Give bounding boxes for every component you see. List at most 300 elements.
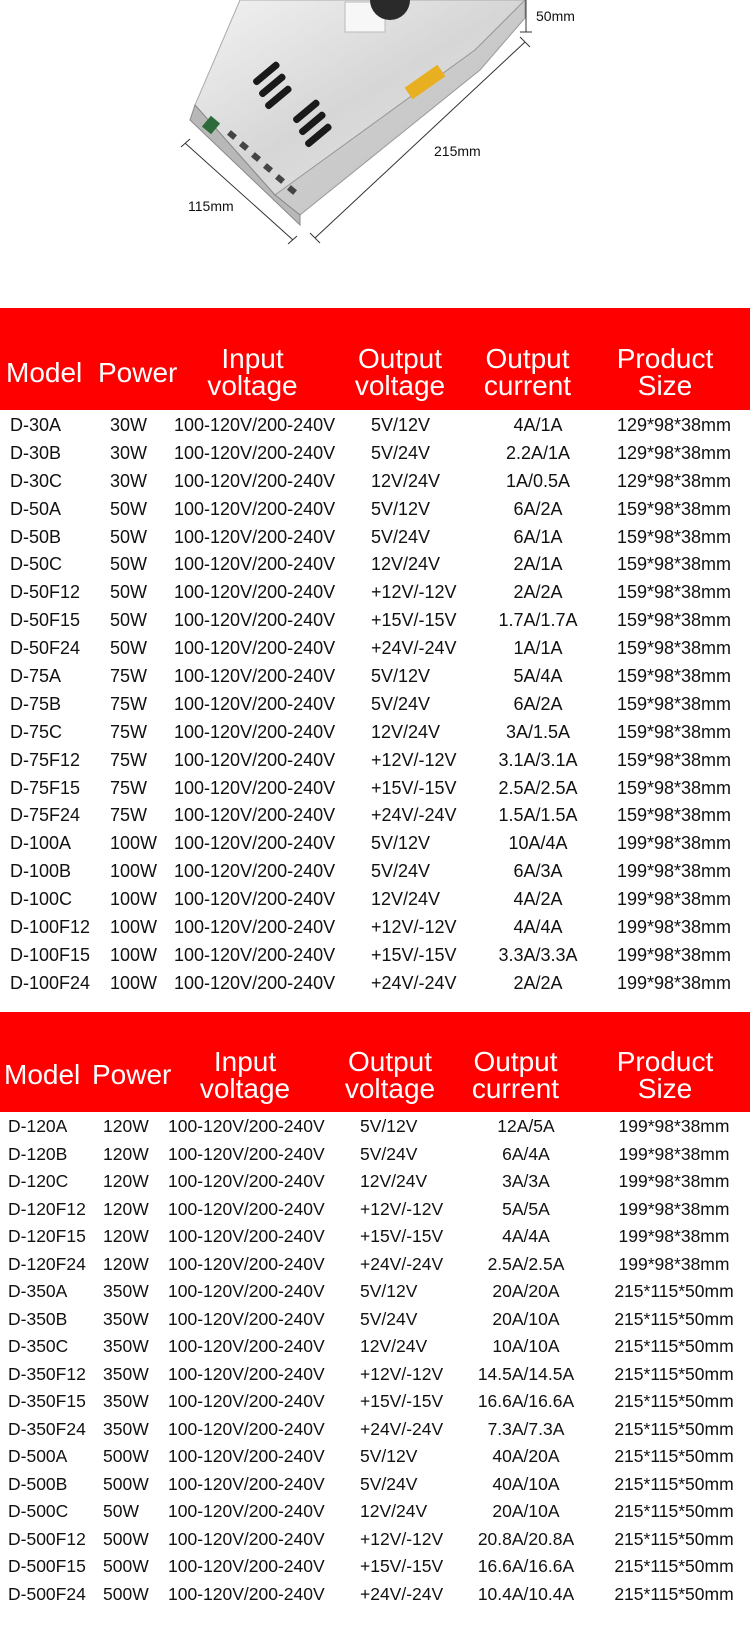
cell-output-voltage: +12V/-12V bbox=[371, 749, 457, 770]
cell-input-voltage: 100-120V/200-240V bbox=[168, 1336, 325, 1356]
cell-model: D-50C bbox=[10, 554, 63, 575]
header-size-1: Product bbox=[616, 343, 714, 374]
cell-model: D-120C bbox=[8, 1171, 69, 1191]
cell-output-current: 3A/1.5A bbox=[505, 721, 571, 742]
table-row bbox=[0, 802, 750, 830]
header-size-1: Product bbox=[616, 1046, 714, 1077]
header-model: Model bbox=[4, 1059, 81, 1090]
table-row bbox=[0, 691, 750, 719]
cell-input-voltage: 100-120V/200-240V bbox=[168, 1556, 325, 1576]
cell-input-voltage: 100-120V/200-240V bbox=[174, 442, 336, 463]
cell-output-current: 5A/4A bbox=[513, 666, 563, 687]
spec-table-1 bbox=[0, 308, 750, 998]
cell-power: 100W bbox=[110, 833, 158, 854]
cell-model: D-350F24 bbox=[8, 1418, 86, 1439]
cell-product-size: 215*115*50mm bbox=[614, 1528, 734, 1549]
cell-output-current: 3.3A/3.3A bbox=[498, 944, 578, 965]
cell-input-voltage: 100-120V/200-240V bbox=[174, 833, 336, 854]
cell-model: D-100F15 bbox=[10, 944, 91, 965]
table-row bbox=[0, 886, 750, 914]
cell-power: 500W bbox=[103, 1473, 149, 1494]
cell-product-size: 215*115*50mm bbox=[614, 1308, 734, 1329]
cell-model: D-75F15 bbox=[10, 777, 81, 798]
cell-model: D-100C bbox=[10, 889, 73, 910]
table-row bbox=[0, 1388, 750, 1416]
cell-product-size: 199*98*38mm bbox=[616, 889, 732, 910]
header-current-2: current bbox=[471, 1073, 560, 1104]
header-output-1: Output bbox=[347, 1046, 433, 1077]
cell-output-current: 12A/5A bbox=[497, 1116, 555, 1136]
cell-output-current: 16.6A/16.6A bbox=[477, 1391, 575, 1411]
table-row bbox=[0, 747, 750, 775]
cell-power: 500W bbox=[103, 1446, 149, 1466]
spec-table-2 bbox=[0, 1012, 750, 1608]
header-size-2: Size bbox=[637, 1073, 693, 1104]
cell-model: D-50F15 bbox=[10, 610, 81, 631]
cell-output-current: 2.2A/1A bbox=[505, 442, 571, 463]
cell-product-size: 129*98*38mm bbox=[616, 415, 732, 435]
cell-power: 500W bbox=[103, 1528, 149, 1549]
cell-input-voltage: 100-120V/200-240V bbox=[168, 1583, 325, 1604]
cell-input-voltage: 100-120V/200-240V bbox=[174, 498, 336, 519]
cell-output-current: 6A/3A bbox=[513, 861, 563, 882]
table-row bbox=[0, 1416, 750, 1444]
table-row bbox=[0, 1498, 750, 1526]
cell-power: 50W bbox=[110, 638, 148, 659]
cell-output-voltage: +12V/-12V bbox=[360, 1528, 444, 1549]
cell-input-voltage: 100-120V/200-240V bbox=[174, 972, 336, 993]
cell-product-size: 215*115*50mm bbox=[614, 1583, 734, 1604]
cell-output-current: 40A/10A bbox=[492, 1473, 560, 1494]
cell-product-size: 159*98*38mm bbox=[616, 777, 732, 798]
cell-input-voltage: 100-120V/200-240V bbox=[174, 666, 336, 687]
header-input-1: Input bbox=[221, 343, 284, 374]
cell-output-voltage: 12V/24V bbox=[371, 889, 441, 910]
table-row bbox=[0, 942, 750, 970]
cell-product-size: 199*98*38mm bbox=[616, 861, 732, 882]
cell-power: 75W bbox=[110, 666, 148, 687]
cell-power: 75W bbox=[110, 721, 148, 742]
cell-output-current: 4A/1A bbox=[513, 415, 563, 435]
cell-input-voltage: 100-120V/200-240V bbox=[168, 1528, 325, 1549]
cell-product-size: 215*115*50mm bbox=[614, 1473, 734, 1494]
cell-product-size: 199*98*38mm bbox=[618, 1171, 730, 1191]
cell-output-voltage: 5V/24V bbox=[371, 442, 431, 463]
cell-input-voltage: 100-120V/200-240V bbox=[168, 1473, 325, 1494]
table-row bbox=[0, 663, 750, 691]
cell-output-current: 2A/1A bbox=[513, 554, 563, 575]
cell-output-current: 1A/1A bbox=[513, 638, 563, 659]
cell-output-current: 16.6A/16.6A bbox=[477, 1556, 575, 1576]
table-row bbox=[0, 1141, 750, 1169]
cell-output-voltage: +24V/-24V bbox=[371, 805, 457, 826]
table-header bbox=[0, 1012, 750, 1112]
header-input-2: voltage bbox=[207, 370, 298, 401]
header-input-2: voltage bbox=[199, 1073, 291, 1104]
table-row bbox=[0, 1361, 750, 1389]
cell-input-voltage: 100-120V/200-240V bbox=[168, 1143, 325, 1164]
cell-power: 350W bbox=[103, 1308, 149, 1329]
cell-model: D-50F24 bbox=[10, 638, 81, 659]
cell-product-size: 199*98*38mm bbox=[618, 1116, 730, 1136]
table-row bbox=[0, 1251, 750, 1279]
cell-output-current: 6A/4A bbox=[502, 1143, 550, 1164]
cell-model: D-75C bbox=[10, 721, 63, 742]
cell-power: 120W bbox=[103, 1253, 149, 1274]
cell-power: 30W bbox=[110, 415, 148, 435]
table-body bbox=[0, 1112, 750, 1608]
cell-input-voltage: 100-120V/200-240V bbox=[168, 1501, 325, 1521]
cell-output-voltage: 5V/12V bbox=[360, 1116, 418, 1136]
cell-product-size: 159*98*38mm bbox=[616, 721, 732, 742]
table-header bbox=[0, 308, 750, 410]
header-current-1: Output bbox=[485, 343, 570, 374]
cell-model: D-350F15 bbox=[8, 1391, 86, 1411]
header-current-1: Output bbox=[473, 1046, 558, 1077]
cell-input-voltage: 100-120V/200-240V bbox=[168, 1391, 325, 1411]
cell-output-current: 2.5A/2.5A bbox=[498, 777, 578, 798]
cell-output-current: 1A/0.5A bbox=[505, 470, 571, 491]
cell-product-size: 199*98*38mm bbox=[616, 972, 732, 993]
cell-model: D-500C bbox=[8, 1501, 69, 1521]
cell-output-current: 4A/2A bbox=[513, 889, 563, 910]
cell-product-size: 199*98*38mm bbox=[618, 1226, 730, 1246]
cell-model: D-500B bbox=[8, 1473, 68, 1494]
cell-power: 50W bbox=[110, 554, 148, 575]
power-supply-illustration bbox=[0, 0, 750, 275]
cell-output-current: 20.8A/20.8A bbox=[477, 1528, 575, 1549]
cell-product-size: 159*98*38mm bbox=[616, 554, 732, 575]
cell-output-current: 14.5A/14.5A bbox=[477, 1363, 575, 1384]
table-row bbox=[0, 635, 750, 663]
cell-input-voltage: 100-120V/200-240V bbox=[168, 1198, 325, 1219]
cell-product-size: 215*115*50mm bbox=[614, 1281, 734, 1301]
cell-output-voltage: 5V/12V bbox=[371, 415, 431, 435]
cell-output-current: 10.4A/10.4A bbox=[477, 1583, 575, 1604]
cell-output-current: 5A/5A bbox=[502, 1198, 550, 1219]
cell-power: 100W bbox=[110, 889, 158, 910]
cell-model: D-50A bbox=[10, 498, 62, 519]
cell-power: 100W bbox=[110, 861, 158, 882]
cell-product-size: 159*98*38mm bbox=[616, 693, 732, 714]
table-row bbox=[0, 468, 750, 496]
cell-power: 350W bbox=[103, 1336, 149, 1356]
cell-model: D-120F12 bbox=[8, 1198, 86, 1219]
cell-product-size: 199*98*38mm bbox=[616, 944, 732, 965]
cell-model: D-500F12 bbox=[8, 1528, 86, 1549]
cell-output-voltage: +12V/-12V bbox=[360, 1198, 444, 1219]
header-power: Power bbox=[92, 1059, 172, 1090]
cell-power: 500W bbox=[103, 1556, 149, 1576]
cell-product-size: 159*98*38mm bbox=[616, 498, 732, 519]
cell-input-voltage: 100-120V/200-240V bbox=[168, 1308, 325, 1329]
cell-output-voltage: +12V/-12V bbox=[371, 917, 457, 938]
cell-product-size: 129*98*38mm bbox=[616, 470, 732, 491]
cell-product-size: 215*115*50mm bbox=[614, 1336, 734, 1356]
table-row bbox=[0, 1113, 750, 1141]
product-image-section bbox=[0, 0, 750, 275]
cell-power: 100W bbox=[110, 944, 158, 965]
header-output-1: Output bbox=[357, 343, 443, 374]
cell-output-current: 4A/4A bbox=[502, 1226, 550, 1246]
cell-output-current: 40A/20A bbox=[492, 1446, 560, 1466]
cell-product-size: 159*98*38mm bbox=[616, 610, 732, 631]
cell-power: 50W bbox=[110, 610, 148, 631]
header-size-2: Size bbox=[637, 370, 693, 401]
cell-output-current: 1.5A/1.5A bbox=[498, 805, 578, 826]
cell-output-current: 1.7A/1.7A bbox=[498, 610, 578, 631]
table-row bbox=[0, 579, 750, 607]
cell-model: D-120B bbox=[8, 1143, 68, 1164]
cell-output-current: 6A/2A bbox=[513, 693, 563, 714]
cell-output-voltage: 5V/24V bbox=[371, 861, 431, 882]
table-row bbox=[0, 607, 750, 635]
cell-output-voltage: +24V/-24V bbox=[360, 1583, 444, 1604]
cell-output-current: 20A/10A bbox=[492, 1501, 560, 1521]
table-row bbox=[0, 1168, 750, 1196]
cell-power: 350W bbox=[103, 1418, 149, 1439]
cell-output-voltage: 12V/24V bbox=[360, 1171, 428, 1191]
cell-product-size: 159*98*38mm bbox=[616, 638, 732, 659]
header-output-2: voltage bbox=[344, 1073, 436, 1104]
cell-model: D-350A bbox=[8, 1281, 68, 1301]
cell-model: D-350F12 bbox=[8, 1363, 86, 1384]
table-row bbox=[0, 1553, 750, 1581]
cell-model: D-50F12 bbox=[10, 582, 81, 603]
cell-output-voltage: 5V/12V bbox=[371, 666, 431, 687]
cell-product-size: 199*98*38mm bbox=[618, 1198, 730, 1219]
cell-power: 120W bbox=[103, 1171, 149, 1191]
cell-output-current: 4A/4A bbox=[513, 917, 563, 938]
cell-product-size: 199*98*38mm bbox=[616, 833, 732, 854]
cell-output-current: 7.3A/7.3A bbox=[487, 1418, 565, 1439]
cell-output-voltage: +12V/-12V bbox=[371, 582, 457, 603]
table-row bbox=[0, 1443, 750, 1471]
cell-output-voltage: +15V/-15V bbox=[371, 944, 457, 965]
cell-power: 120W bbox=[103, 1226, 149, 1246]
cell-model: D-100A bbox=[10, 833, 72, 854]
table-row bbox=[0, 1471, 750, 1499]
cell-product-size: 215*115*50mm bbox=[614, 1391, 734, 1411]
cell-input-voltage: 100-120V/200-240V bbox=[168, 1116, 325, 1136]
cell-input-voltage: 100-120V/200-240V bbox=[168, 1226, 325, 1246]
cell-input-voltage: 100-120V/200-240V bbox=[174, 638, 336, 659]
cell-output-voltage: +24V/-24V bbox=[360, 1253, 444, 1274]
cell-power: 50W bbox=[110, 498, 148, 519]
cell-output-voltage: 5V/12V bbox=[371, 833, 431, 854]
cell-input-voltage: 100-120V/200-240V bbox=[174, 415, 336, 435]
cell-power: 500W bbox=[103, 1583, 149, 1604]
cell-power: 75W bbox=[110, 777, 148, 798]
cell-model: D-50B bbox=[10, 526, 62, 547]
cell-product-size: 159*98*38mm bbox=[616, 582, 732, 603]
cell-output-voltage: +24V/-24V bbox=[371, 972, 457, 993]
cell-output-voltage: +15V/-15V bbox=[360, 1226, 444, 1246]
cell-output-voltage: 5V/12V bbox=[360, 1281, 418, 1301]
cell-product-size: 199*98*38mm bbox=[616, 917, 732, 938]
cell-output-voltage: 12V/24V bbox=[360, 1501, 428, 1521]
table-body bbox=[0, 410, 750, 998]
cell-model: D-30C bbox=[10, 470, 63, 491]
cell-output-current: 2A/2A bbox=[513, 582, 563, 603]
cell-output-voltage: 5V/24V bbox=[360, 1143, 418, 1164]
header-power: Power bbox=[98, 357, 178, 388]
cell-product-size: 159*98*38mm bbox=[616, 749, 732, 770]
cell-product-size: 159*98*38mm bbox=[616, 805, 732, 826]
cell-model: D-75A bbox=[10, 666, 62, 687]
cell-input-voltage: 100-120V/200-240V bbox=[168, 1253, 325, 1274]
cell-model: D-120F24 bbox=[8, 1253, 86, 1274]
cell-input-voltage: 100-120V/200-240V bbox=[168, 1418, 325, 1439]
cell-input-voltage: 100-120V/200-240V bbox=[174, 861, 336, 882]
cell-input-voltage: 100-120V/200-240V bbox=[174, 805, 336, 826]
table-row bbox=[0, 551, 750, 579]
cell-output-current: 2A/2A bbox=[513, 972, 563, 993]
cell-model: D-350C bbox=[8, 1336, 69, 1356]
cell-power: 100W bbox=[110, 917, 158, 938]
cell-input-voltage: 100-120V/200-240V bbox=[174, 526, 336, 547]
cell-power: 75W bbox=[110, 805, 148, 826]
header-model: Model bbox=[6, 357, 83, 388]
cell-output-voltage: 5V/24V bbox=[360, 1473, 418, 1494]
cell-power: 50W bbox=[110, 526, 148, 547]
cell-model: D-500F24 bbox=[8, 1583, 86, 1604]
cell-model: D-500F15 bbox=[8, 1556, 86, 1576]
cell-output-voltage: 12V/24V bbox=[360, 1336, 428, 1356]
cell-power: 350W bbox=[103, 1391, 149, 1411]
cell-power: 75W bbox=[110, 693, 148, 714]
table-row bbox=[0, 914, 750, 942]
cell-output-voltage: +24V/-24V bbox=[371, 638, 457, 659]
cell-output-current: 2.5A/2.5A bbox=[487, 1253, 565, 1274]
cell-output-voltage: +15V/-15V bbox=[360, 1556, 444, 1576]
cell-input-voltage: 100-120V/200-240V bbox=[168, 1363, 325, 1384]
dimension-height: 50mm bbox=[536, 8, 575, 24]
cell-product-size: 215*115*50mm bbox=[614, 1556, 734, 1576]
cell-output-voltage: 5V/24V bbox=[371, 526, 431, 547]
cell-power: 30W bbox=[110, 470, 148, 491]
cell-product-size: 215*115*50mm bbox=[614, 1363, 734, 1384]
cell-output-voltage: 5V/12V bbox=[360, 1446, 418, 1466]
table-row bbox=[0, 524, 750, 552]
cell-input-voltage: 100-120V/200-240V bbox=[168, 1281, 325, 1301]
cell-model: D-75F24 bbox=[10, 805, 81, 826]
cell-product-size: 215*115*50mm bbox=[614, 1418, 734, 1439]
cell-model: D-120F15 bbox=[8, 1226, 86, 1246]
table-row bbox=[0, 858, 750, 886]
cell-output-current: 3A/3A bbox=[502, 1171, 550, 1191]
cell-model: D-100B bbox=[10, 861, 72, 882]
cell-output-voltage: 12V/24V bbox=[371, 721, 441, 742]
cell-output-current: 3.1A/3.1A bbox=[498, 749, 578, 770]
table-row bbox=[0, 970, 750, 998]
table-row bbox=[0, 1333, 750, 1361]
cell-output-current: 10A/10A bbox=[492, 1336, 560, 1356]
cell-output-voltage: +15V/-15V bbox=[360, 1391, 444, 1411]
dimension-length: 215mm bbox=[434, 143, 481, 159]
header-current-2: current bbox=[483, 370, 572, 401]
table-row bbox=[0, 1581, 750, 1609]
cell-output-current: 6A/1A bbox=[513, 526, 563, 547]
table-row bbox=[0, 1526, 750, 1554]
cell-model: D-350B bbox=[8, 1308, 68, 1329]
cell-input-voltage: 100-120V/200-240V bbox=[174, 470, 336, 491]
cell-model: D-100F24 bbox=[10, 972, 91, 993]
cell-product-size: 215*115*50mm bbox=[614, 1446, 734, 1466]
cell-input-voltage: 100-120V/200-240V bbox=[174, 582, 336, 603]
cell-power: 120W bbox=[103, 1116, 149, 1136]
cell-output-voltage: +15V/-15V bbox=[371, 610, 457, 631]
table-row bbox=[0, 775, 750, 803]
table-row bbox=[0, 830, 750, 858]
cell-output-voltage: +24V/-24V bbox=[360, 1418, 444, 1439]
cell-input-voltage: 100-120V/200-240V bbox=[174, 693, 336, 714]
cell-model: D-30B bbox=[10, 442, 62, 463]
table-row bbox=[0, 1278, 750, 1306]
dimension-width: 115mm bbox=[188, 198, 234, 214]
cell-power: 350W bbox=[103, 1363, 149, 1384]
cell-output-voltage: +15V/-15V bbox=[371, 777, 457, 798]
cell-output-voltage: 12V/24V bbox=[371, 470, 441, 491]
cell-model: D-75F12 bbox=[10, 749, 81, 770]
cell-output-current: 10A/4A bbox=[508, 833, 568, 854]
cell-output-voltage: 5V/24V bbox=[360, 1308, 418, 1329]
table-row bbox=[0, 412, 750, 440]
cell-output-voltage: 5V/24V bbox=[371, 693, 431, 714]
cell-input-voltage: 100-120V/200-240V bbox=[174, 777, 336, 798]
cell-power: 50W bbox=[103, 1501, 139, 1521]
cell-power: 50W bbox=[110, 582, 148, 603]
cell-model: D-30A bbox=[10, 415, 62, 435]
cell-input-voltage: 100-120V/200-240V bbox=[174, 917, 336, 938]
table-row bbox=[0, 1223, 750, 1251]
cell-input-voltage: 100-120V/200-240V bbox=[174, 889, 336, 910]
cell-model: D-120A bbox=[8, 1116, 68, 1136]
cell-power: 350W bbox=[103, 1281, 149, 1301]
table-row bbox=[0, 1196, 750, 1224]
cell-model: D-500A bbox=[8, 1446, 68, 1466]
cell-power: 30W bbox=[110, 442, 148, 463]
cell-product-size: 215*115*50mm bbox=[614, 1501, 734, 1521]
cell-input-voltage: 100-120V/200-240V bbox=[168, 1171, 325, 1191]
cell-power: 100W bbox=[110, 972, 158, 993]
table-row bbox=[0, 440, 750, 468]
cell-output-current: 20A/20A bbox=[492, 1281, 560, 1301]
cell-output-current: 6A/2A bbox=[513, 498, 563, 519]
cell-power: 120W bbox=[103, 1198, 149, 1219]
cell-input-voltage: 100-120V/200-240V bbox=[174, 749, 336, 770]
table-row bbox=[0, 496, 750, 524]
cell-output-voltage: 12V/24V bbox=[371, 554, 441, 575]
table-row bbox=[0, 719, 750, 747]
cell-model: D-75B bbox=[10, 693, 62, 714]
cell-input-voltage: 100-120V/200-240V bbox=[174, 554, 336, 575]
cell-product-size: 159*98*38mm bbox=[616, 526, 732, 547]
cell-model: D-100F12 bbox=[10, 917, 91, 938]
header-input-1: Input bbox=[213, 1046, 277, 1077]
cell-output-current: 20A/10A bbox=[492, 1308, 560, 1329]
cell-input-voltage: 100-120V/200-240V bbox=[174, 610, 336, 631]
cell-input-voltage: 100-120V/200-240V bbox=[168, 1446, 325, 1466]
cell-product-size: 199*98*38mm bbox=[618, 1253, 730, 1274]
cell-output-voltage: 5V/12V bbox=[371, 498, 431, 519]
cell-power: 75W bbox=[110, 749, 148, 770]
header-output-2: voltage bbox=[354, 370, 446, 401]
cell-input-voltage: 100-120V/200-240V bbox=[174, 721, 336, 742]
cell-output-voltage: +12V/-12V bbox=[360, 1363, 444, 1384]
cell-input-voltage: 100-120V/200-240V bbox=[174, 944, 336, 965]
table-row bbox=[0, 1306, 750, 1334]
